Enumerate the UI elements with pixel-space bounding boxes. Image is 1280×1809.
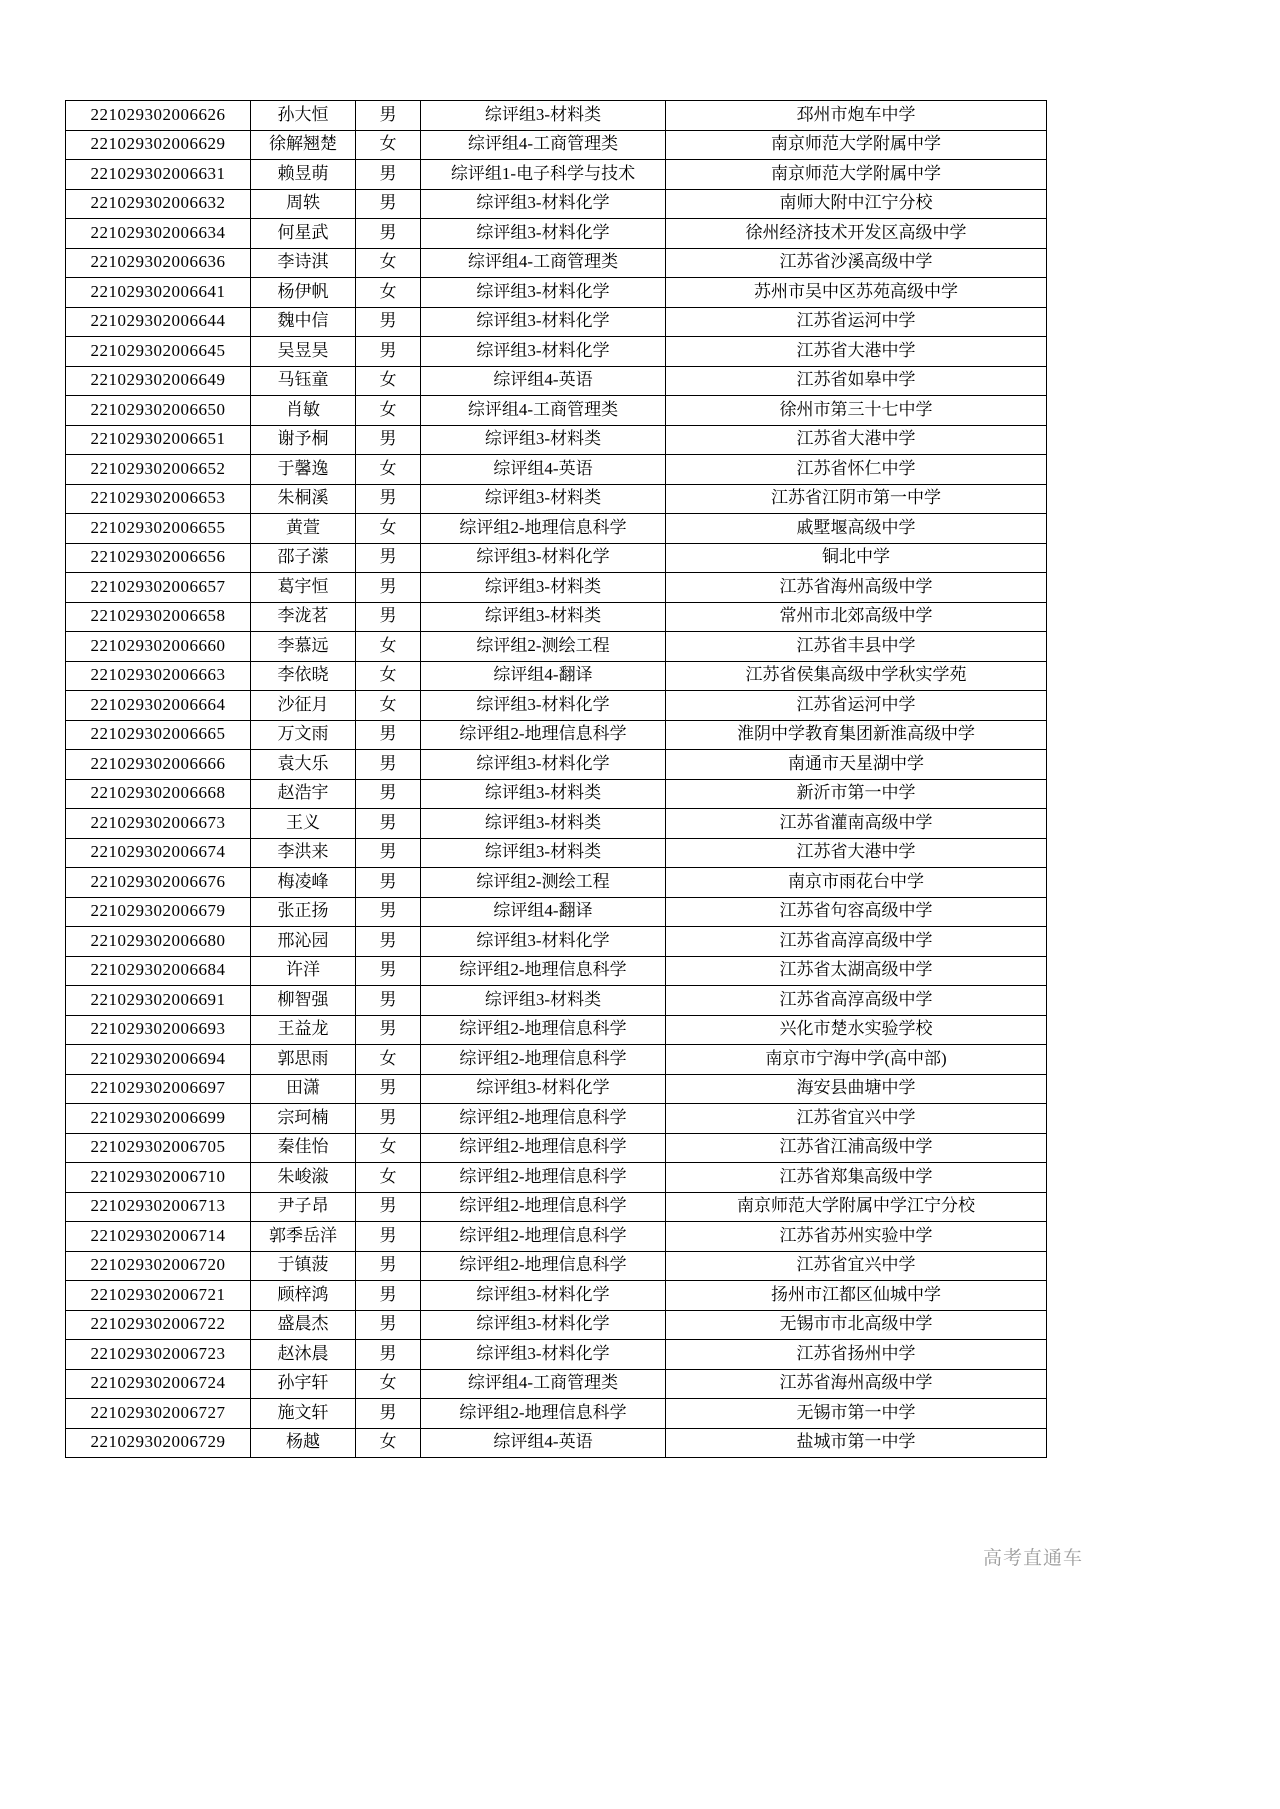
cell-gender: 男 [356,927,421,957]
cell-group: 综评组3-材料化学 [421,278,666,308]
table-row [66,1369,1047,1399]
cell-group: 综评组3-材料类 [421,425,666,455]
cell-gender: 女 [356,1133,421,1163]
cell-name: 李洪来 [251,838,356,868]
cell-school: 南京师范大学附属中学 [666,130,1047,160]
cell-id: 221029302006644 [66,307,251,337]
cell-name: 赵浩宇 [251,779,356,809]
table-row [66,1428,1047,1458]
cell-name: 周轶 [251,189,356,219]
table-row [66,1015,1047,1045]
cell-gender: 男 [356,1015,421,1045]
table-row [66,1045,1047,1075]
cell-id: 221029302006713 [66,1192,251,1222]
table-row [66,101,1047,131]
cell-id: 221029302006626 [66,101,251,131]
table-row [66,1074,1047,1104]
cell-group: 综评组4-工商管理类 [421,248,666,278]
cell-school: 江苏省高淳高级中学 [666,986,1047,1016]
cell-school: 南师大附中江宁分校 [666,189,1047,219]
table-row [66,337,1047,367]
cell-name: 赵沐晨 [251,1340,356,1370]
cell-name: 李诗淇 [251,248,356,278]
cell-name: 孙宇轩 [251,1369,356,1399]
table-row [66,1340,1047,1370]
cell-gender: 男 [356,337,421,367]
table-row [66,720,1047,750]
cell-group: 综评组4-翻译 [421,661,666,691]
cell-name: 万文雨 [251,720,356,750]
cell-id: 221029302006651 [66,425,251,455]
cell-gender: 男 [356,809,421,839]
cell-name: 朱峻潊 [251,1163,356,1193]
cell-school: 江苏省大港中学 [666,838,1047,868]
cell-gender: 男 [356,307,421,337]
cell-name: 盛晨杰 [251,1310,356,1340]
cell-group: 综评组3-材料类 [421,838,666,868]
cell-name: 邢沁园 [251,927,356,957]
cell-gender: 男 [356,160,421,190]
cell-gender: 男 [356,838,421,868]
cell-gender: 男 [356,720,421,750]
cell-group: 综评组3-材料类 [421,779,666,809]
cell-name: 黄萱 [251,514,356,544]
cell-name: 许洋 [251,956,356,986]
cell-gender: 男 [356,543,421,573]
cell-name: 吴昱昊 [251,337,356,367]
cell-id: 221029302006631 [66,160,251,190]
cell-group: 综评组3-材料化学 [421,1340,666,1370]
cell-school: 江苏省扬州中学 [666,1340,1047,1370]
cell-name: 田潇 [251,1074,356,1104]
cell-id: 221029302006729 [66,1428,251,1458]
cell-gender: 男 [356,425,421,455]
cell-name: 邵子潆 [251,543,356,573]
cell-gender: 男 [356,897,421,927]
student-roster-table [65,100,1047,1458]
table-row [66,838,1047,868]
cell-group: 综评组3-材料类 [421,809,666,839]
cell-id: 221029302006632 [66,189,251,219]
cell-id: 221029302006714 [66,1222,251,1252]
cell-id: 221029302006652 [66,455,251,485]
cell-id: 221029302006679 [66,897,251,927]
cell-school: 邳州市炮车中学 [666,101,1047,131]
cell-school: 江苏省运河中学 [666,691,1047,721]
cell-id: 221029302006710 [66,1163,251,1193]
table-row [66,425,1047,455]
cell-group: 综评组3-材料化学 [421,543,666,573]
cell-school: 无锡市市北高级中学 [666,1310,1047,1340]
cell-school: 盐城市第一中学 [666,1428,1047,1458]
cell-school: 江苏省宜兴中学 [666,1251,1047,1281]
cell-id: 221029302006694 [66,1045,251,1075]
cell-id: 221029302006705 [66,1133,251,1163]
cell-gender: 男 [356,1399,421,1429]
cell-group: 综评组3-材料化学 [421,307,666,337]
table-row [66,455,1047,485]
cell-name: 袁大乐 [251,750,356,780]
table-row [66,396,1047,426]
cell-id: 221029302006641 [66,278,251,308]
cell-school: 海安县曲塘中学 [666,1074,1047,1104]
table-row [66,1104,1047,1134]
cell-group: 综评组2-地理信息科学 [421,1015,666,1045]
cell-id: 221029302006723 [66,1340,251,1370]
cell-gender: 女 [356,396,421,426]
cell-school: 江苏省大港中学 [666,337,1047,367]
cell-id: 221029302006693 [66,1015,251,1045]
cell-gender: 女 [356,661,421,691]
cell-name: 秦佳怡 [251,1133,356,1163]
cell-group: 综评组3-材料化学 [421,1310,666,1340]
watermark: 高考直通车 [983,1548,1084,1569]
cell-gender: 女 [356,1163,421,1193]
cell-name: 徐解翘楚 [251,130,356,160]
cell-name: 肖敏 [251,396,356,426]
cell-school: 戚墅堰高级中学 [666,514,1047,544]
cell-gender: 女 [356,1045,421,1075]
cell-gender: 女 [356,1369,421,1399]
cell-school: 江苏省苏州实验中学 [666,1222,1047,1252]
table-row [66,779,1047,809]
cell-gender: 男 [356,1222,421,1252]
cell-group: 综评组2-测绘工程 [421,632,666,662]
cell-school: 江苏省怀仁中学 [666,455,1047,485]
cell-id: 221029302006674 [66,838,251,868]
cell-name: 柳智强 [251,986,356,1016]
cell-name: 孙大恒 [251,101,356,131]
cell-group: 综评组2-地理信息科学 [421,1163,666,1193]
cell-school: 江苏省运河中学 [666,307,1047,337]
cell-gender: 女 [356,248,421,278]
cell-name: 沙征月 [251,691,356,721]
cell-id: 221029302006676 [66,868,251,898]
cell-id: 221029302006673 [66,809,251,839]
table-body [66,101,1047,1458]
cell-gender: 男 [356,1340,421,1370]
cell-name: 梅凌峰 [251,868,356,898]
cell-id: 221029302006699 [66,1104,251,1134]
cell-gender: 女 [356,366,421,396]
cell-id: 221029302006720 [66,1251,251,1281]
cell-school: 江苏省江阴市第一中学 [666,484,1047,514]
cell-name: 施文轩 [251,1399,356,1429]
cell-school: 淮阴中学教育集团新淮高级中学 [666,720,1047,750]
cell-group: 综评组2-地理信息科学 [421,956,666,986]
cell-id: 221029302006656 [66,543,251,573]
cell-id: 221029302006653 [66,484,251,514]
cell-group: 综评组4-工商管理类 [421,130,666,160]
cell-school: 南京市雨花台中学 [666,868,1047,898]
cell-school: 南通市天星湖中学 [666,750,1047,780]
cell-gender: 男 [356,219,421,249]
table-row [66,927,1047,957]
cell-gender: 男 [356,1192,421,1222]
cell-id: 221029302006650 [66,396,251,426]
cell-id: 221029302006629 [66,130,251,160]
cell-group: 综评组2-地理信息科学 [421,1104,666,1134]
cell-name: 杨越 [251,1428,356,1458]
cell-group: 综评组2-测绘工程 [421,868,666,898]
cell-school: 南京师范大学附属中学 [666,160,1047,190]
table-row [66,1281,1047,1311]
table-row [66,632,1047,662]
cell-group: 综评组3-材料类 [421,602,666,632]
cell-id: 221029302006660 [66,632,251,662]
table-row [66,691,1047,721]
cell-gender: 女 [356,514,421,544]
cell-name: 尹子昂 [251,1192,356,1222]
cell-name: 宗珂楠 [251,1104,356,1134]
cell-group: 综评组2-地理信息科学 [421,1222,666,1252]
cell-school: 江苏省江浦高级中学 [666,1133,1047,1163]
cell-id: 221029302006680 [66,927,251,957]
cell-name: 李依晓 [251,661,356,691]
cell-school: 江苏省大港中学 [666,425,1047,455]
cell-group: 综评组4-翻译 [421,897,666,927]
cell-name: 于馨逸 [251,455,356,485]
table-row [66,956,1047,986]
table-row [66,750,1047,780]
cell-group: 综评组2-地理信息科学 [421,1045,666,1075]
table-row [66,897,1047,927]
cell-name: 王益龙 [251,1015,356,1045]
cell-school: 兴化市楚水实验学校 [666,1015,1047,1045]
cell-name: 何星武 [251,219,356,249]
cell-id: 221029302006657 [66,573,251,603]
cell-group: 综评组2-地理信息科学 [421,1399,666,1429]
cell-school: 江苏省郑集高级中学 [666,1163,1047,1193]
cell-id: 221029302006636 [66,248,251,278]
table-row [66,219,1047,249]
cell-school: 南京师范大学附属中学江宁分校 [666,1192,1047,1222]
cell-name: 魏中信 [251,307,356,337]
cell-name: 于镇菠 [251,1251,356,1281]
cell-school: 常州市北郊高级中学 [666,602,1047,632]
table-row [66,1399,1047,1429]
cell-school: 江苏省高淳高级中学 [666,927,1047,957]
cell-name: 郭季岳洋 [251,1222,356,1252]
cell-gender: 男 [356,189,421,219]
cell-gender: 男 [356,573,421,603]
cell-school: 江苏省侯集高级中学秋实学苑 [666,661,1047,691]
table-row [66,130,1047,160]
cell-school: 江苏省海州高级中学 [666,573,1047,603]
cell-id: 221029302006724 [66,1369,251,1399]
table-row [66,1222,1047,1252]
table-row [66,868,1047,898]
table-row [66,602,1047,632]
cell-id: 221029302006721 [66,1281,251,1311]
table-row [66,986,1047,1016]
table-row [66,809,1047,839]
cell-id: 221029302006665 [66,720,251,750]
cell-name: 张正扬 [251,897,356,927]
cell-name: 杨伊帆 [251,278,356,308]
cell-id: 221029302006668 [66,779,251,809]
cell-group: 综评组2-地理信息科学 [421,514,666,544]
cell-gender: 男 [356,484,421,514]
cell-id: 221029302006666 [66,750,251,780]
cell-gender: 男 [356,868,421,898]
cell-gender: 女 [356,278,421,308]
cell-name: 顾梓鸿 [251,1281,356,1311]
cell-group: 综评组3-材料化学 [421,927,666,957]
cell-group: 综评组3-材料类 [421,101,666,131]
cell-group: 综评组3-材料化学 [421,750,666,780]
table-row [66,366,1047,396]
cell-school: 江苏省宜兴中学 [666,1104,1047,1134]
cell-name: 谢予桐 [251,425,356,455]
cell-id: 221029302006649 [66,366,251,396]
cell-school: 徐州市第三十七中学 [666,396,1047,426]
table-row [66,573,1047,603]
cell-school: 扬州市江都区仙城中学 [666,1281,1047,1311]
cell-id: 221029302006684 [66,956,251,986]
cell-school: 徐州经济技术开发区高级中学 [666,219,1047,249]
cell-id: 221029302006664 [66,691,251,721]
cell-school: 江苏省丰县中学 [666,632,1047,662]
cell-group: 综评组3-材料类 [421,484,666,514]
cell-group: 综评组3-材料化学 [421,337,666,367]
cell-group: 综评组4-英语 [421,1428,666,1458]
cell-group: 综评组3-材料化学 [421,1281,666,1311]
cell-school: 江苏省沙溪高级中学 [666,248,1047,278]
cell-gender: 男 [356,1281,421,1311]
cell-name: 赖昱萌 [251,160,356,190]
table-row [66,307,1047,337]
cell-gender: 男 [356,956,421,986]
cell-group: 综评组4-工商管理类 [421,1369,666,1399]
cell-gender: 男 [356,750,421,780]
table-row [66,278,1047,308]
cell-group: 综评组1-电子科学与技术 [421,160,666,190]
cell-school: 江苏省句容高级中学 [666,897,1047,927]
cell-gender: 男 [356,986,421,1016]
cell-group: 综评组4-英语 [421,455,666,485]
table-row [66,160,1047,190]
cell-school: 苏州市吴中区苏苑高级中学 [666,278,1047,308]
cell-id: 221029302006645 [66,337,251,367]
cell-school: 江苏省太湖高级中学 [666,956,1047,986]
cell-id: 221029302006691 [66,986,251,1016]
cell-id: 221029302006634 [66,219,251,249]
cell-group: 综评组3-材料化学 [421,219,666,249]
cell-name: 朱桐溪 [251,484,356,514]
table-row [66,1310,1047,1340]
cell-gender: 男 [356,602,421,632]
table-row [66,189,1047,219]
cell-group: 综评组4-工商管理类 [421,396,666,426]
cell-group: 综评组3-材料化学 [421,189,666,219]
table-row [66,1163,1047,1193]
cell-id: 221029302006658 [66,602,251,632]
cell-school: 江苏省灌南高级中学 [666,809,1047,839]
cell-gender: 男 [356,779,421,809]
cell-group: 综评组2-地理信息科学 [421,720,666,750]
cell-id: 221029302006663 [66,661,251,691]
cell-name: 李泷茗 [251,602,356,632]
cell-name: 王义 [251,809,356,839]
cell-id: 221029302006722 [66,1310,251,1340]
table-row [66,661,1047,691]
cell-gender: 男 [356,1310,421,1340]
table-row [66,514,1047,544]
cell-gender: 女 [356,691,421,721]
table-row [66,1133,1047,1163]
cell-gender: 男 [356,1104,421,1134]
cell-group: 综评组3-材料类 [421,986,666,1016]
cell-group: 综评组3-材料化学 [421,1074,666,1104]
table-row [66,1251,1047,1281]
cell-gender: 男 [356,1251,421,1281]
cell-school: 江苏省如皋中学 [666,366,1047,396]
table-row [66,248,1047,278]
cell-gender: 女 [356,632,421,662]
cell-group: 综评组3-材料化学 [421,691,666,721]
table-row [66,543,1047,573]
cell-name: 马钰童 [251,366,356,396]
cell-gender: 男 [356,101,421,131]
cell-gender: 女 [356,130,421,160]
cell-school: 新沂市第一中学 [666,779,1047,809]
cell-name: 李慕远 [251,632,356,662]
cell-school: 江苏省海州高级中学 [666,1369,1047,1399]
cell-gender: 男 [356,1074,421,1104]
cell-id: 221029302006727 [66,1399,251,1429]
cell-id: 221029302006697 [66,1074,251,1104]
cell-school: 铜北中学 [666,543,1047,573]
cell-school: 无锡市第一中学 [666,1399,1047,1429]
cell-group: 综评组3-材料类 [421,573,666,603]
cell-id: 221029302006655 [66,514,251,544]
cell-name: 郭思雨 [251,1045,356,1075]
table-row [66,484,1047,514]
cell-group: 综评组2-地理信息科学 [421,1251,666,1281]
cell-gender: 女 [356,455,421,485]
cell-school: 南京市宁海中学(高中部) [666,1045,1047,1075]
cell-group: 综评组2-地理信息科学 [421,1133,666,1163]
cell-name: 葛宇恒 [251,573,356,603]
cell-group: 综评组2-地理信息科学 [421,1192,666,1222]
table-row [66,1192,1047,1222]
cell-group: 综评组4-英语 [421,366,666,396]
cell-gender: 女 [356,1428,421,1458]
